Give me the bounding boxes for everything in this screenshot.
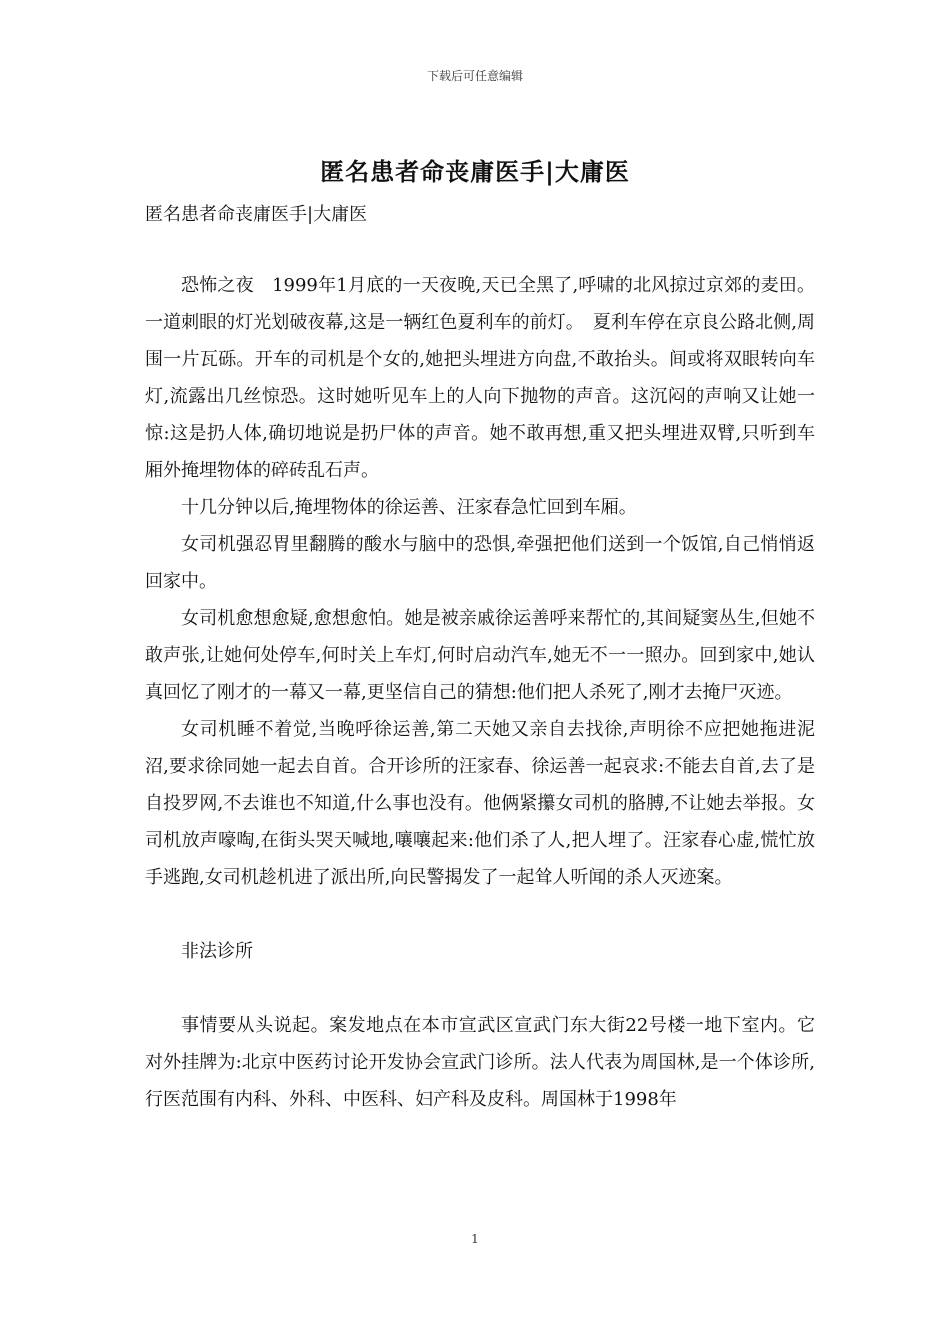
document-title: 匿名患者命丧庸医手|大庸医 bbox=[320, 158, 630, 186]
paragraph: 事情要从头说起。案发地点在本市宣武区宣武门东大街22号楼一地下室内。它对外挂牌为:北京中医药讨论开发协会宣武门诊所。法人代表为周国林,是一个体诊所,行医范围有内科、外科、中医科、妇产科及皮科。周国林于1998年 bbox=[145, 1015, 815, 1110]
document-body bbox=[145, 267, 815, 1118]
document-subtitle: 匿名患者命丧庸医手|大庸医 bbox=[145, 204, 368, 225]
paragraph: 女司机愈想愈疑,愈想愈怕。她是被亲戚徐运善呼来帮忙的,其间疑窦丛生,但她不敢声张,让她何处停车,何时关上车灯,何时启动汽车,她无不一一照办。回到家中,她认真回忆了刚才的一幕又一幕,更坚信自己的猜想:他们把人杀死了,刚才去掩尸灭迹。 bbox=[145, 608, 815, 703]
paragraph: 恐怖之夜 1999年1月底的一天夜晚,天已全黑了,呼啸的北风掠过京郊的麦田。一道刺眼的灯光划破夜幕,这是一辆红色夏利车的前灯。 夏利车停在京良公路北侧,周围一片瓦砾。开车的司机是个女的,她把头埋进方向盘,不敢抬头。间或将双眼转向车灯,流露出几丝惊恐。这时她听见车上的人向下抛物的声音。这沉闷的声响又让她一惊:这是扔人体,确切地说是扔尸体的声音。她不敢再想,重又把头埋进双臂,只听到车厢外掩埋物体的碎砖乱石声。 bbox=[145, 275, 815, 481]
page-number: 1 bbox=[471, 1232, 479, 1246]
paragraph: 女司机强忍胃里翻腾的酸水与脑中的恐惧,牵强把他们送到一个饭馆,自己悄悄返回家中。 bbox=[145, 534, 815, 592]
header-note: 下载后可任意编辑 bbox=[426, 69, 523, 83]
paragraph: 十几分钟以后,掩埋物体的徐运善、汪家春急忙回到车厢。 bbox=[181, 497, 637, 518]
paragraph: 女司机睡不着觉,当晚呼徐运善,第二天她又亲自去找徐,声明徐不应把她拖进泥沼,要求徐同她一起去自首。合开诊所的汪家春、徐运善一起哀求:不能去自首,去了是自投罗网,不去谁也不知道,什么事也没有。他俩紧攥女司机的胳膊,不让她去举报。女司机放声嚎啕,在街头哭天喊地,嚷嚷起来:他们杀了人,把人埋了。汪家春心虚,慌忙放手逃跑,女司机趁机进了派出所,向民警揭发了一起耸人听闻的杀人灭迹案。 bbox=[145, 719, 815, 888]
section-heading: 非法诊所 bbox=[181, 941, 253, 962]
